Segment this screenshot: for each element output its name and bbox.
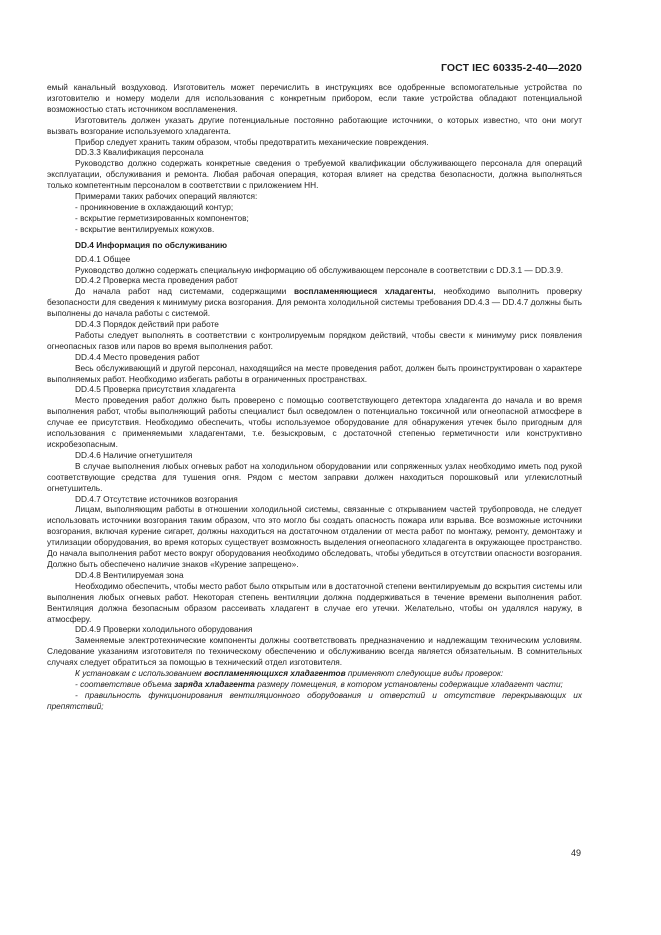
text-run: - вскрытие герметизированных компонентов; bbox=[75, 212, 249, 223]
paragraph bbox=[47, 581, 582, 625]
text-run: Работы следует выполнять в соответствии с контролируемым порядком действий, чтобы свести к минимуму риск появления огнеопасных газов или паров во время выполнения работ. bbox=[47, 329, 582, 351]
text-run: Заменяемые электротехнические компоненты должны соответствовать предназначению и надлежащим техническим условиям. Следование указаниям изготовителя по техническому обеспечению и обслуживанию всегда является обязательным. В сомнительных случаях следует обратиться за помощью в технический отдел изготовителя. bbox=[47, 635, 582, 668]
text-run: - вскрытие вентилируемых кожухов. bbox=[75, 223, 215, 234]
paragraph bbox=[47, 450, 582, 461]
text-run: До начала работ над системами, содержащими bbox=[75, 286, 294, 297]
paragraph bbox=[47, 363, 582, 385]
text-run: Необходимо обеспечить, чтобы место работ было открытым или в достаточной степени вентилируемым до вскрытия системы или выполнения любых огневых работ. Некоторая степень вентиляции должна поддерживаться в течение времени выполнения работ. Вентиляция должна безопасным образом рассеивать хладагент в случае его утечки. Желательно, чтобы он удалялся наружу, в атмосферу. bbox=[47, 580, 582, 624]
text-run: DD.4 Информация по обслуживанию bbox=[75, 239, 228, 250]
paragraph bbox=[47, 254, 582, 265]
paragraph bbox=[47, 202, 582, 213]
paragraph bbox=[47, 352, 582, 363]
text-run: DD.4.8 Вентилируемая зона bbox=[75, 569, 184, 580]
text-run: , необходимо выполнить проверку безопасности для сведения к минимуму риска возгорания. Для ремонта холодильной системы требования DD.4.3 — DD.4.7 должны быть выполнены до начала работы с системой. bbox=[47, 286, 582, 319]
paragraph bbox=[47, 137, 582, 148]
paragraph bbox=[47, 330, 582, 352]
text-run: DD.4.3 Порядок действий при работе bbox=[75, 319, 219, 330]
paragraph bbox=[47, 690, 582, 712]
text-run: Весь обслуживающий и другой персонал, находящийся на месте проведения работ, должен быть проинструктирован о характере выполняемых работ. Необходимо избегать работы в ограниченных пространствах. bbox=[47, 362, 582, 384]
paragraph bbox=[47, 82, 582, 115]
paragraph bbox=[47, 504, 582, 569]
text-run: емый канальный воздуховод. Изготовитель может перечислить в инструкциях все одобренные вспомогательные устройства по изготовителю и номеру модели для использования с конкретным прибором, если такие устройства обладают потенциальной возможностью стать источником воспламенения. bbox=[47, 82, 582, 114]
paragraph bbox=[47, 395, 582, 450]
document-code-header: ГОСТ IEC 60335-2-40—2020 bbox=[440, 62, 582, 74]
paragraph bbox=[47, 668, 582, 679]
paragraph bbox=[47, 461, 582, 494]
text-run: применяют следующие виды проверок: bbox=[345, 668, 504, 679]
section-heading bbox=[47, 240, 582, 251]
text-run: DD.4.7 Отсутствие источников возгорания bbox=[75, 493, 238, 504]
paragraph bbox=[47, 494, 582, 505]
text-run: Руководство должно содержать специальную информацию об обслуживающем персонале в соответствии с DD.3.1 — DD.3.9. bbox=[75, 264, 564, 275]
paragraph bbox=[47, 115, 582, 137]
paragraph bbox=[47, 624, 582, 635]
paragraph bbox=[47, 384, 582, 395]
text-run: DD.4.9 Проверки холодильного оборудования bbox=[75, 624, 253, 635]
paragraph bbox=[47, 679, 582, 690]
text-run: DD.4.6 Наличие огнетушителя bbox=[75, 449, 193, 460]
text-run: DD.3.3 Квалификация персонала bbox=[75, 147, 204, 158]
text-run: DD.4.5 Проверка присутствия хладагента bbox=[75, 384, 236, 395]
text-run: DD.4.1 Общее bbox=[75, 253, 131, 264]
paragraph bbox=[47, 147, 582, 158]
text-run: Изготовитель должен указать другие потенциальные постоянно работающие источники, о которых известно, что они могут вызвать возгорание используемого хладагента. bbox=[47, 114, 582, 136]
text-run: К установкам с использованием bbox=[75, 668, 205, 679]
paragraph bbox=[47, 265, 582, 276]
bold-term: воспламеняющихся хладагентов bbox=[204, 668, 346, 679]
paragraph bbox=[47, 224, 582, 235]
paragraph bbox=[47, 158, 582, 191]
page-number: 49 bbox=[570, 848, 581, 858]
text-run: размеру помещения, в котором установлены содержащие хладагент части; bbox=[254, 678, 563, 689]
paragraph bbox=[47, 570, 582, 581]
paragraph bbox=[47, 191, 582, 202]
paragraph bbox=[47, 319, 582, 330]
text-run: - проникновение в охлаждающий контур; bbox=[75, 201, 234, 212]
text-run: Примерами таких рабочих операций являются: bbox=[75, 191, 258, 202]
text-run: Руководство должно содержать конкретные сведения о требуемой квалификации обслуживающего персонала для операций эксплуатации, обслуживания и ремонта. Любая рабочая операция, которая влияет на средства безопасности, должна выполняться только компетентным персоналом в соответствии с приложением НН. bbox=[47, 158, 582, 191]
text-run: Лицам, выполняющим работы в отношении холодильной системы, связанные с открыванием частей трубопровода, не следует использовать источники возгорания таким образом, что это могло бы создать опасность пожара или взрыва. Все возможные источники возгорания, включая курение сигарет, должны находиться на достаточном отдалении от места работ по монтажу, ремонту, демонтажу и утилизации оборудования, во время которых существует возможность выделения огнеопасного хладагента в окружающее пространство. До начала выполнения работ место вокруг оборудования необходимо обследовать, чтобы убедиться в отсутствии опасности возгорания. Должно быть обеспечено наличие знаков «Курение запрещено». bbox=[47, 504, 582, 569]
text-run: В случае выполнения любых огневых работ на холодильном оборудовании или сопряженных узлах необходимо иметь под рукой соответствующие средства для тушения огня. Рядом с местом заправки должен находиться порошковый или углекислотный огнетушитель. bbox=[47, 460, 582, 493]
text-run: DD.4.2 Проверка места проведения работ bbox=[75, 275, 238, 286]
paragraph bbox=[47, 635, 582, 668]
text-run: - соответствие объема bbox=[75, 678, 175, 689]
paragraph bbox=[47, 275, 582, 286]
paragraph bbox=[47, 286, 582, 319]
paragraph bbox=[47, 213, 582, 224]
bold-term: воспламеняющиеся хладагенты bbox=[293, 286, 434, 297]
text-run: - правильность функционирования вентиляционного оборудования и отверстий и отсутствие перекрывающих их препятствий; bbox=[47, 689, 582, 711]
text-run: DD.4.4 Место проведения работ bbox=[75, 351, 200, 362]
text-run: Прибор следует хранить таким образом, чтобы предотвратить механические повреждения. bbox=[75, 136, 429, 147]
text-run: Место проведения работ должно быть проверено с помощью соответствующего детектора хладагента до начала и во время выполнения работ, чтобы выполняющий работы специалист был осведомлен о потенциально токсичной или огнеопасной атмосфере в случае ее присутствия. Необходимо обеспечить, чтобы используемое оборудование для обнаружения утечек было пригодным для использования с применяемыми хладагентами, т.е. безыскровым, с достаточной степенью герметичности или конструктивно искробезопасным. bbox=[47, 395, 582, 449]
bold-term: заряда хладагента bbox=[174, 678, 255, 689]
document-body bbox=[47, 82, 582, 712]
